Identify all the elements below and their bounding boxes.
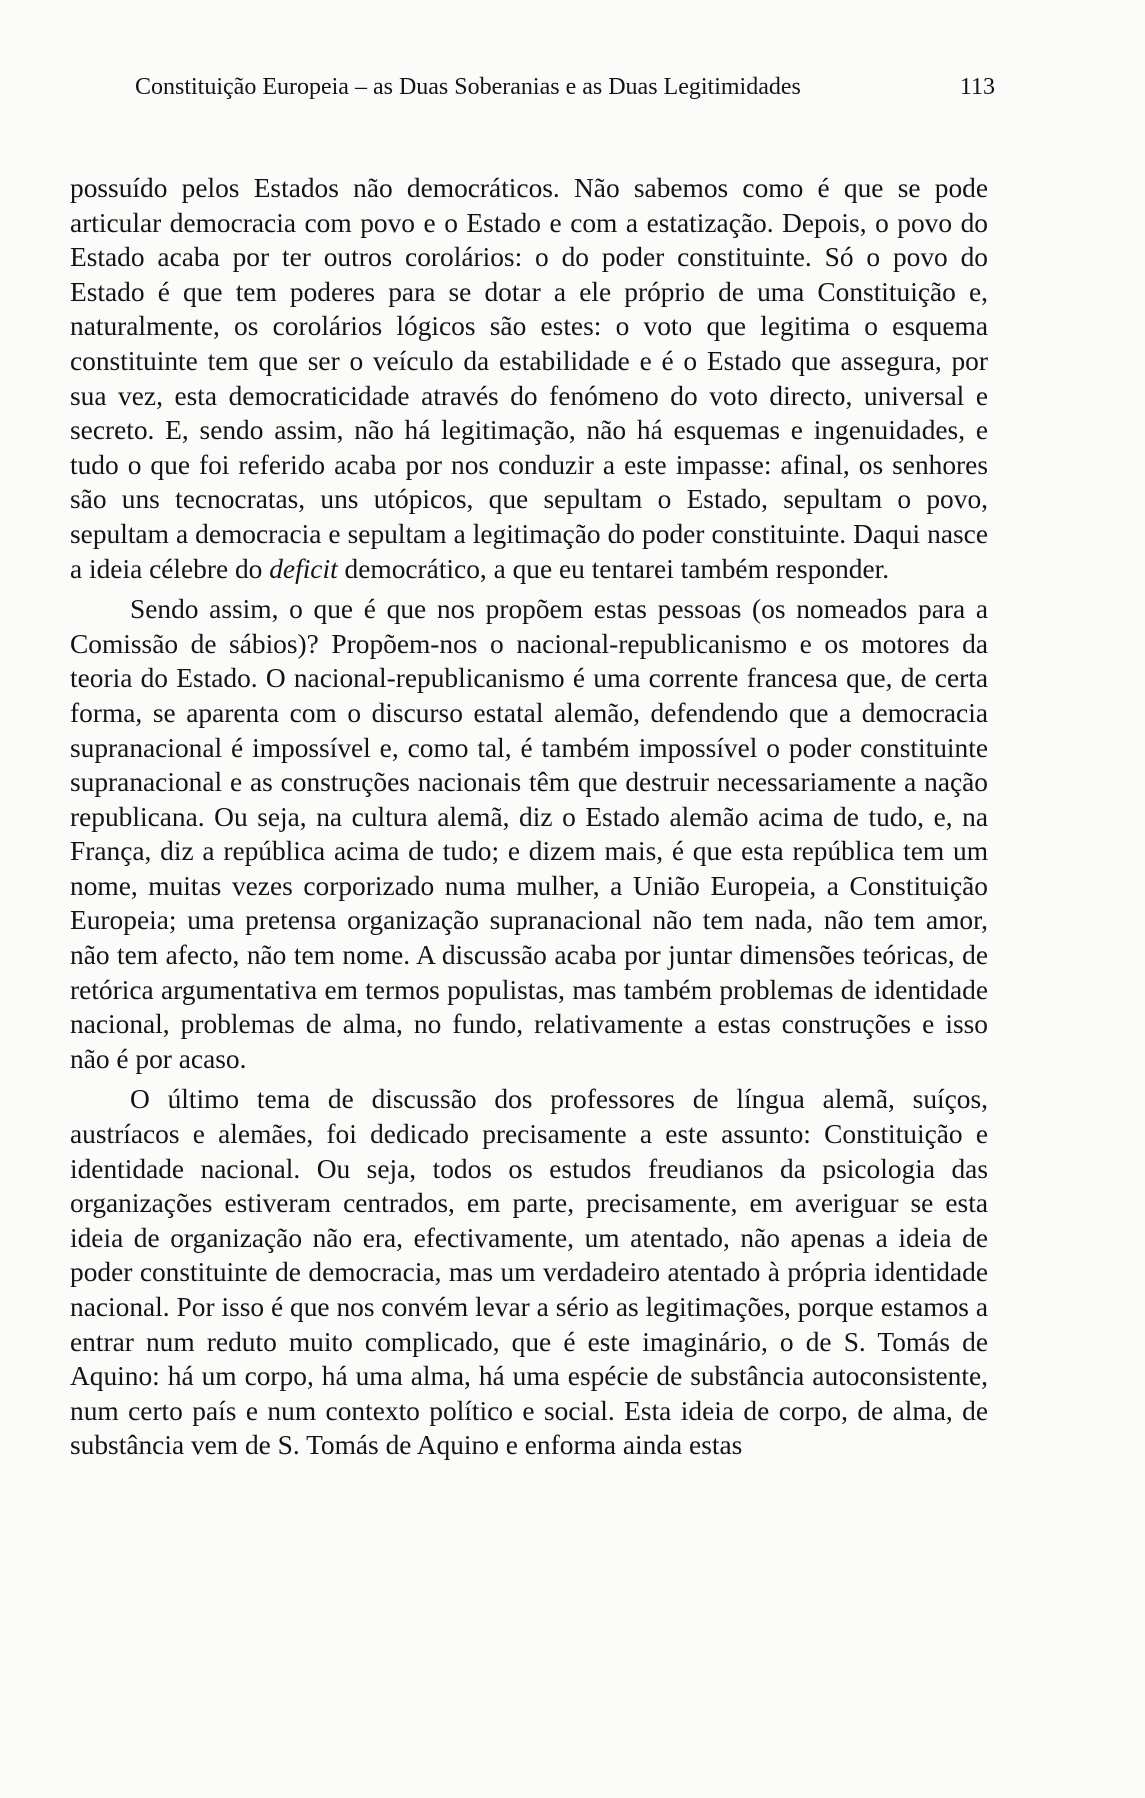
italic-term-deficit: deficit [269,553,338,584]
page-number: 113 [959,74,995,100]
paragraph-3: O último tema de discussão dos professores de língua alemã, suíços, austríacos e alemães, foi dedicado precisamente a este assunto: Constituição e identidade nacional. Ou seja, todos os estudos freudianos da psicologia das organizações estiveram centrados, em parte, precisamente, em averiguar se esta ideia de organização não era, efectivamente, um atentado, não apenas a ideia de poder constituinte de democracia, mas um verdadeiro atentado à própria identidade nacional. Por isso é que nos convém levar a sério as legitimações, porque estamos a entrar num reduto muito complicado, que é este imaginário, o de S. Tomás de Aquino: há um corpo, há uma alma, há uma espécie de substância autoconsistente, num certo país e num contexto político e social. Esta ideia de corpo, de alma, de substância vem de S. Tomás de Aquino e enforma ainda estas [70,1084,988,1461]
running-header [135,72,995,102]
paragraph-1-text-end: democrático, a que eu tentarei também responder. [337,553,890,584]
body-text [70,171,988,1463]
paragraph-2: Sendo assim, o que é que nos propõem estas pessoas (os nomeados para a Comissão de sábios)? Propõem-nos o nacional-republicanismo e os motores da teoria do Estado. O nacional-republicanismo é uma corrente francesa que, de certa forma, se aparenta com o discurso estatal alemão, defendendo que a democracia supranacional é impossível e, como tal, é também impossível o poder constituinte supranacional e as construções nacionais têm que destruir necessariamente a nação republicana. Ou seja, na cultura alemã, diz o Estado alemão acima de tudo, e, na França, diz a república acima de tudo; e dizem mais, é que esta república tem um nome, muitas vezes corporizado numa mulher, a União Europeia, a Constituição Europeia; uma pretensa organização supranacional não tem nada, não tem amor, não tem afecto, não tem nome. A discussão acaba por juntar dimensões teóricas, de retórica argumentativa em termos populistas, mas também problemas de identidade nacional, problemas de alma, no fundo, relativamente a estas construções e isso não é por acaso. [70,594,988,1074]
paragraph-1-text: possuído pelos Estados não democráticos. Não sabemos como é que se pode articular democracia com povo e o Estado e com a estatização. Depois, o povo do Estado acaba por ter outros corolários: o do poder constituinte. Só o povo do Estado é que tem poderes para se dotar a ele próprio de uma Constituição e, naturalmente, os corolários lógicos são estes: o voto que legitima o esquema constituinte tem que ser o veículo da estabilidade e é o Estado que assegura, por sua vez, esta democraticidade através do fenómeno do voto directo, universal e secreto. E, sendo assim, não há legitimação, não há esquemas e ingenuidades, e tudo o que foi referido acaba por nos conduzir a este impasse: afinal, os senhores são uns tecnocratas, uns utópicos, que sepultam o Estado, sepultam o povo, sepultam a democracia e sepultam a legitimação do poder constituinte. Daqui nasce a ideia célebre do [70,173,988,584]
paragraph-1 [70,171,988,586]
running-head-title: Constituição Europeia – as Duas Soberanias e as Duas Legitimidades [135,74,801,100]
